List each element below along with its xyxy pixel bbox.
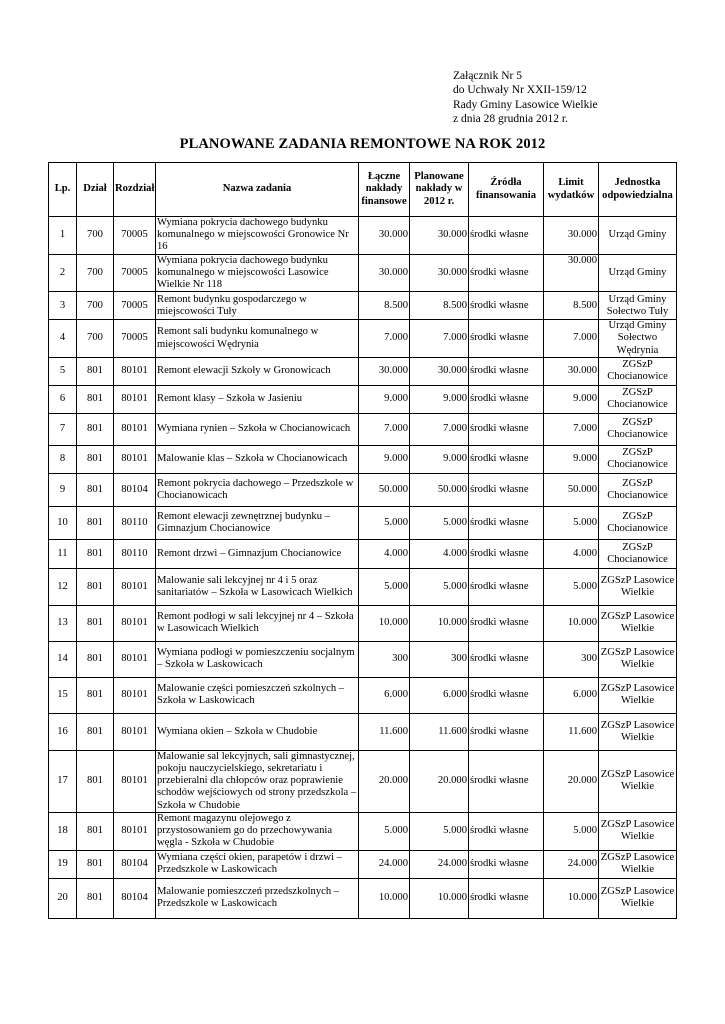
cell-planowane: 9.000 xyxy=(410,385,469,413)
cell-lp: 18 xyxy=(49,812,77,850)
table-row xyxy=(49,292,677,320)
annex-line: Załącznik Nr 5 xyxy=(453,70,522,82)
cell-nazwa: Malowanie pomieszczeń przedszkolnych – Przedszkole w Laskowicach xyxy=(156,878,359,918)
cell-dzial: 801 xyxy=(77,385,114,413)
cell-rozdzial: 80101 xyxy=(114,713,156,750)
cell-nazwa: Remont podłogi w sali lekcyjnej nr 4 – Szkoła w Lasowicach Wielkich xyxy=(156,605,359,641)
header-jednostka: Jednostka odpowiedzialna xyxy=(599,163,677,217)
cell-laczne: 30.000 xyxy=(359,254,410,292)
cell-zrodla: środki własne xyxy=(469,713,544,750)
cell-planowane: 24.000 xyxy=(410,850,469,878)
cell-jednostka: ZGSzP Lasowice Wielkie xyxy=(599,713,677,750)
cell-lp: 5 xyxy=(49,357,77,385)
cell-limit: 300 xyxy=(544,641,599,677)
cell-planowane: 5.000 xyxy=(410,568,469,605)
cell-zrodla: środki własne xyxy=(469,568,544,605)
cell-limit: 20.000 xyxy=(544,750,599,812)
cell-rozdzial: 80104 xyxy=(114,878,156,918)
cell-dzial: 801 xyxy=(77,473,114,506)
cell-jednostka: ZGSzP Lasowice Wielkie xyxy=(599,641,677,677)
cell-laczne: 5.000 xyxy=(359,568,410,605)
cell-planowane: 11.600 xyxy=(410,713,469,750)
cell-limit: 30.000 xyxy=(544,357,599,385)
cell-lp: 13 xyxy=(49,605,77,641)
cell-laczne: 8.500 xyxy=(359,292,410,320)
cell-laczne: 7.000 xyxy=(359,413,410,445)
cell-rozdzial: 70005 xyxy=(114,292,156,320)
cell-dzial: 801 xyxy=(77,812,114,850)
cell-dzial: 801 xyxy=(77,568,114,605)
table-row xyxy=(49,539,677,568)
cell-jednostka: ZGSzP Chocianowice xyxy=(599,473,677,506)
table-header-row xyxy=(49,163,677,217)
annex-line: z dnia 28 grudnia 2012 r. xyxy=(453,112,568,125)
cell-limit: 5.000 xyxy=(544,812,599,850)
cell-jednostka: ZGSzP Lasowice Wielkie xyxy=(599,605,677,641)
table-row xyxy=(49,605,677,641)
cell-zrodla: środki własne xyxy=(469,385,544,413)
cell-nazwa: Remont budynku gospodarczego w miejscowości Tuły xyxy=(156,292,359,320)
cell-rozdzial: 80110 xyxy=(114,539,156,568)
cell-lp: 8 xyxy=(49,445,77,473)
cell-nazwa: Malowanie sal lekcyjnych, sali gimnastycznej, pokoju nauczycielskiego, sekretariatu i przebieralni dla chłopców oraz poprawienie schodów wejściowych od strony przedszkola – Szkoła w Chudobie xyxy=(156,750,359,812)
cell-planowane: 8.500 xyxy=(410,292,469,320)
cell-zrodla: środki własne xyxy=(469,320,544,358)
table-row xyxy=(49,445,677,473)
cell-nazwa: Remont elewacji Szkoły w Gronowicach xyxy=(156,357,359,385)
cell-limit: 5.000 xyxy=(544,568,599,605)
table-row xyxy=(49,320,677,358)
cell-planowane: 10.000 xyxy=(410,878,469,918)
cell-dzial: 700 xyxy=(77,217,114,255)
table-row xyxy=(49,217,677,255)
header-nazwa: Nazwa zadania xyxy=(156,163,359,217)
cell-limit: 10.000 xyxy=(544,605,599,641)
cell-laczne: 9.000 xyxy=(359,445,410,473)
cell-planowane: 10.000 xyxy=(410,605,469,641)
cell-zrodla: środki własne xyxy=(469,641,544,677)
cell-planowane: 5.000 xyxy=(410,812,469,850)
cell-planowane: 7.000 xyxy=(410,413,469,445)
cell-jednostka: Urząd Gminy Sołectwo Tuły xyxy=(599,292,677,320)
cell-lp: 11 xyxy=(49,539,77,568)
cell-lp: 20 xyxy=(49,878,77,918)
cell-jednostka: ZGSzP Chocianowice xyxy=(599,506,677,539)
cell-jednostka: ZGSzP Lasowice Wielkie xyxy=(599,812,677,850)
cell-jednostka: ZGSzP Lasowice Wielkie xyxy=(599,850,677,878)
table-row xyxy=(49,850,677,878)
cell-planowane: 6.000 xyxy=(410,677,469,713)
cell-limit: 50.000 xyxy=(544,473,599,506)
cell-laczne: 5.000 xyxy=(359,506,410,539)
cell-zrodla: środki własne xyxy=(469,445,544,473)
table-row xyxy=(49,357,677,385)
cell-lp: 7 xyxy=(49,413,77,445)
cell-limit: 30.000 xyxy=(544,217,599,255)
cell-rozdzial: 80104 xyxy=(114,850,156,878)
cell-nazwa: Wymiana części okien, parapetów i drzwi – Przedszkole w Laskowicach xyxy=(156,850,359,878)
cell-lp: 17 xyxy=(49,750,77,812)
cell-dzial: 700 xyxy=(77,254,114,292)
cell-dzial: 801 xyxy=(77,878,114,918)
document-title: PLANOWANE ZADANIA REMONTOWE NA ROK 2012 xyxy=(179,136,546,152)
cell-jednostka: ZGSzP Chocianowice xyxy=(599,445,677,473)
cell-dzial: 801 xyxy=(77,506,114,539)
table-row xyxy=(49,641,677,677)
cell-jednostka: Urząd Gminy Sołectwo Wędrynia xyxy=(599,320,677,358)
cell-laczne: 10.000 xyxy=(359,605,410,641)
cell-zrodla: środki własne xyxy=(469,292,544,320)
cell-limit: 7.000 xyxy=(544,413,599,445)
cell-lp: 4 xyxy=(49,320,77,358)
cell-laczne: 24.000 xyxy=(359,850,410,878)
table-row xyxy=(49,713,677,750)
cell-dzial: 801 xyxy=(77,357,114,385)
cell-nazwa: Wymiana podłogi w pomieszczeniu socjalnym – Szkoła w Laskowicach xyxy=(156,641,359,677)
table-row xyxy=(49,878,677,918)
cell-dzial: 801 xyxy=(77,539,114,568)
cell-laczne: 50.000 xyxy=(359,473,410,506)
cell-laczne: 9.000 xyxy=(359,385,410,413)
cell-nazwa: Remont elewacji zewnętrznej budynku – Gimnazjum Chocianowice xyxy=(156,506,359,539)
table-row xyxy=(49,750,677,812)
cell-dzial: 801 xyxy=(77,413,114,445)
cell-jednostka: ZGSzP Lasowice Wielkie xyxy=(599,878,677,918)
cell-planowane: 20.000 xyxy=(410,750,469,812)
header-lp: Lp. xyxy=(49,163,77,217)
cell-zrodla: środki własne xyxy=(469,413,544,445)
cell-rozdzial: 80101 xyxy=(114,677,156,713)
cell-dzial: 801 xyxy=(77,641,114,677)
cell-rozdzial: 70005 xyxy=(114,320,156,358)
cell-nazwa: Wymiana rynien – Szkoła w Chocianowicach xyxy=(156,413,359,445)
annex-line: Rady Gminy Lasowice Wielkie xyxy=(453,98,598,111)
cell-zrodla: środki własne xyxy=(469,850,544,878)
header-laczne: Łączne nakłady finansowe xyxy=(359,163,410,217)
cell-jednostka: ZGSzP Chocianowice xyxy=(599,385,677,413)
cell-planowane: 50.000 xyxy=(410,473,469,506)
cell-rozdzial: 80101 xyxy=(114,445,156,473)
cell-laczne: 30.000 xyxy=(359,217,410,255)
cell-dzial: 801 xyxy=(77,850,114,878)
cell-limit: 11.600 xyxy=(544,713,599,750)
table-row xyxy=(49,677,677,713)
cell-rozdzial: 80101 xyxy=(114,357,156,385)
cell-lp: 2 xyxy=(49,254,77,292)
cell-limit: 30.000 xyxy=(544,254,599,292)
header-planowane: Planowane nakłady w 2012 r. xyxy=(410,163,469,217)
cell-lp: 1 xyxy=(49,217,77,255)
table-row xyxy=(49,473,677,506)
cell-jednostka: ZGSzP Chocianowice xyxy=(599,413,677,445)
cell-dzial: 801 xyxy=(77,677,114,713)
cell-planowane: 4.000 xyxy=(410,539,469,568)
cell-laczne: 11.600 xyxy=(359,713,410,750)
annex-header xyxy=(453,69,598,126)
cell-nazwa: Remont drzwi – Gimnazjum Chocianowice xyxy=(156,539,359,568)
cell-nazwa: Remont magazynu olejowego z przystosowaniem go do przechowywania węgla - Szkoła w Chudobie xyxy=(156,812,359,850)
cell-limit: 7.000 xyxy=(544,320,599,358)
cell-dzial: 700 xyxy=(77,292,114,320)
cell-laczne: 300 xyxy=(359,641,410,677)
header-zrodla: Źródła finansowania xyxy=(469,163,544,217)
tasks-table xyxy=(48,162,677,919)
cell-dzial: 700 xyxy=(77,320,114,358)
cell-lp: 3 xyxy=(49,292,77,320)
cell-zrodla: środki własne xyxy=(469,357,544,385)
cell-planowane: 5.000 xyxy=(410,506,469,539)
cell-limit: 5.000 xyxy=(544,506,599,539)
cell-limit: 8.500 xyxy=(544,292,599,320)
cell-lp: 6 xyxy=(49,385,77,413)
cell-laczne: 10.000 xyxy=(359,878,410,918)
cell-dzial: 801 xyxy=(77,605,114,641)
cell-planowane: 300 xyxy=(410,641,469,677)
cell-planowane: 30.000 xyxy=(410,217,469,255)
cell-rozdzial: 80101 xyxy=(114,605,156,641)
header-limit: Limit wydatków xyxy=(544,163,599,217)
cell-zrodla: środki własne xyxy=(469,539,544,568)
cell-laczne: 6.000 xyxy=(359,677,410,713)
table-row xyxy=(49,385,677,413)
cell-lp: 16 xyxy=(49,713,77,750)
cell-rozdzial: 70005 xyxy=(114,254,156,292)
cell-rozdzial: 80101 xyxy=(114,385,156,413)
cell-laczne: 4.000 xyxy=(359,539,410,568)
cell-rozdzial: 80104 xyxy=(114,473,156,506)
cell-nazwa: Malowanie sali lekcyjnej nr 4 i 5 oraz sanitariatów – Szkoła w Lasowicach Wielkich xyxy=(156,568,359,605)
cell-zrodla: środki własne xyxy=(469,473,544,506)
cell-jednostka: ZGSzP Lasowice Wielkie xyxy=(599,750,677,812)
table-row xyxy=(49,812,677,850)
header-rozdzial: Rozdział xyxy=(114,163,156,217)
cell-dzial: 801 xyxy=(77,445,114,473)
cell-lp: 19 xyxy=(49,850,77,878)
cell-dzial: 801 xyxy=(77,750,114,812)
cell-dzial: 801 xyxy=(77,713,114,750)
header-dzial: Dział xyxy=(77,163,114,217)
cell-rozdzial: 70005 xyxy=(114,217,156,255)
cell-lp: 9 xyxy=(49,473,77,506)
cell-rozdzial: 80110 xyxy=(114,506,156,539)
cell-rozdzial: 80101 xyxy=(114,413,156,445)
cell-nazwa: Wymiana pokrycia dachowego budynku komunalnego w miejscowości Lasowice Wielkie Nr 118 xyxy=(156,254,359,292)
cell-rozdzial: 80101 xyxy=(114,568,156,605)
cell-lp: 14 xyxy=(49,641,77,677)
cell-jednostka: ZGSzP Lasowice Wielkie xyxy=(599,677,677,713)
cell-zrodla: środki własne xyxy=(469,750,544,812)
cell-zrodla: środki własne xyxy=(469,812,544,850)
cell-lp: 15 xyxy=(49,677,77,713)
cell-limit: 24.000 xyxy=(544,850,599,878)
cell-zrodla: środki własne xyxy=(469,217,544,255)
cell-zrodla: środki własne xyxy=(469,254,544,292)
cell-jednostka: ZGSzP Chocianowice xyxy=(599,357,677,385)
cell-jednostka: ZGSzP Lasowice Wielkie xyxy=(599,568,677,605)
cell-nazwa: Malowanie klas – Szkoła w Chocianowicach xyxy=(156,445,359,473)
cell-nazwa: Remont pokrycia dachowego – Przedszkole w Chocianowicach xyxy=(156,473,359,506)
cell-laczne: 5.000 xyxy=(359,812,410,850)
table-row xyxy=(49,568,677,605)
cell-nazwa: Wymiana okien – Szkoła w Chudobie xyxy=(156,713,359,750)
cell-zrodla: środki własne xyxy=(469,605,544,641)
cell-limit: 4.000 xyxy=(544,539,599,568)
cell-laczne: 20.000 xyxy=(359,750,410,812)
cell-limit: 6.000 xyxy=(544,677,599,713)
cell-lp: 10 xyxy=(49,506,77,539)
table-row xyxy=(49,254,677,292)
cell-planowane: 9.000 xyxy=(410,445,469,473)
cell-zrodla: środki własne xyxy=(469,878,544,918)
cell-nazwa: Wymiana pokrycia dachowego budynku komunalnego w miejscowości Gronowice Nr 16 xyxy=(156,217,359,255)
cell-rozdzial: 80101 xyxy=(114,641,156,677)
table-row xyxy=(49,413,677,445)
cell-planowane: 30.000 xyxy=(410,357,469,385)
cell-planowane: 7.000 xyxy=(410,320,469,358)
annex-line: do Uchwały Nr XXII-159/12 xyxy=(453,84,587,97)
cell-planowane: 30.000 xyxy=(410,254,469,292)
cell-nazwa: Remont klasy – Szkoła w Jasieniu xyxy=(156,385,359,413)
cell-jednostka: Urząd Gminy xyxy=(599,217,677,255)
cell-limit: 9.000 xyxy=(544,385,599,413)
cell-nazwa: Malowanie części pomieszczeń szkolnych – Szkoła w Laskowicach xyxy=(156,677,359,713)
cell-zrodla: środki własne xyxy=(469,506,544,539)
cell-limit: 10.000 xyxy=(544,878,599,918)
cell-jednostka: Urząd Gminy xyxy=(599,254,677,292)
table-row xyxy=(49,506,677,539)
cell-lp: 12 xyxy=(49,568,77,605)
cell-nazwa: Remont sali budynku komunalnego w miejscowości Wędrynia xyxy=(156,320,359,358)
cell-laczne: 7.000 xyxy=(359,320,410,358)
cell-jednostka: ZGSzP Chocianowice xyxy=(599,539,677,568)
cell-rozdzial: 80101 xyxy=(114,750,156,812)
cell-laczne: 30.000 xyxy=(359,357,410,385)
cell-limit: 9.000 xyxy=(544,445,599,473)
cell-rozdzial: 80101 xyxy=(114,812,156,850)
cell-zrodla: środki własne xyxy=(469,677,544,713)
